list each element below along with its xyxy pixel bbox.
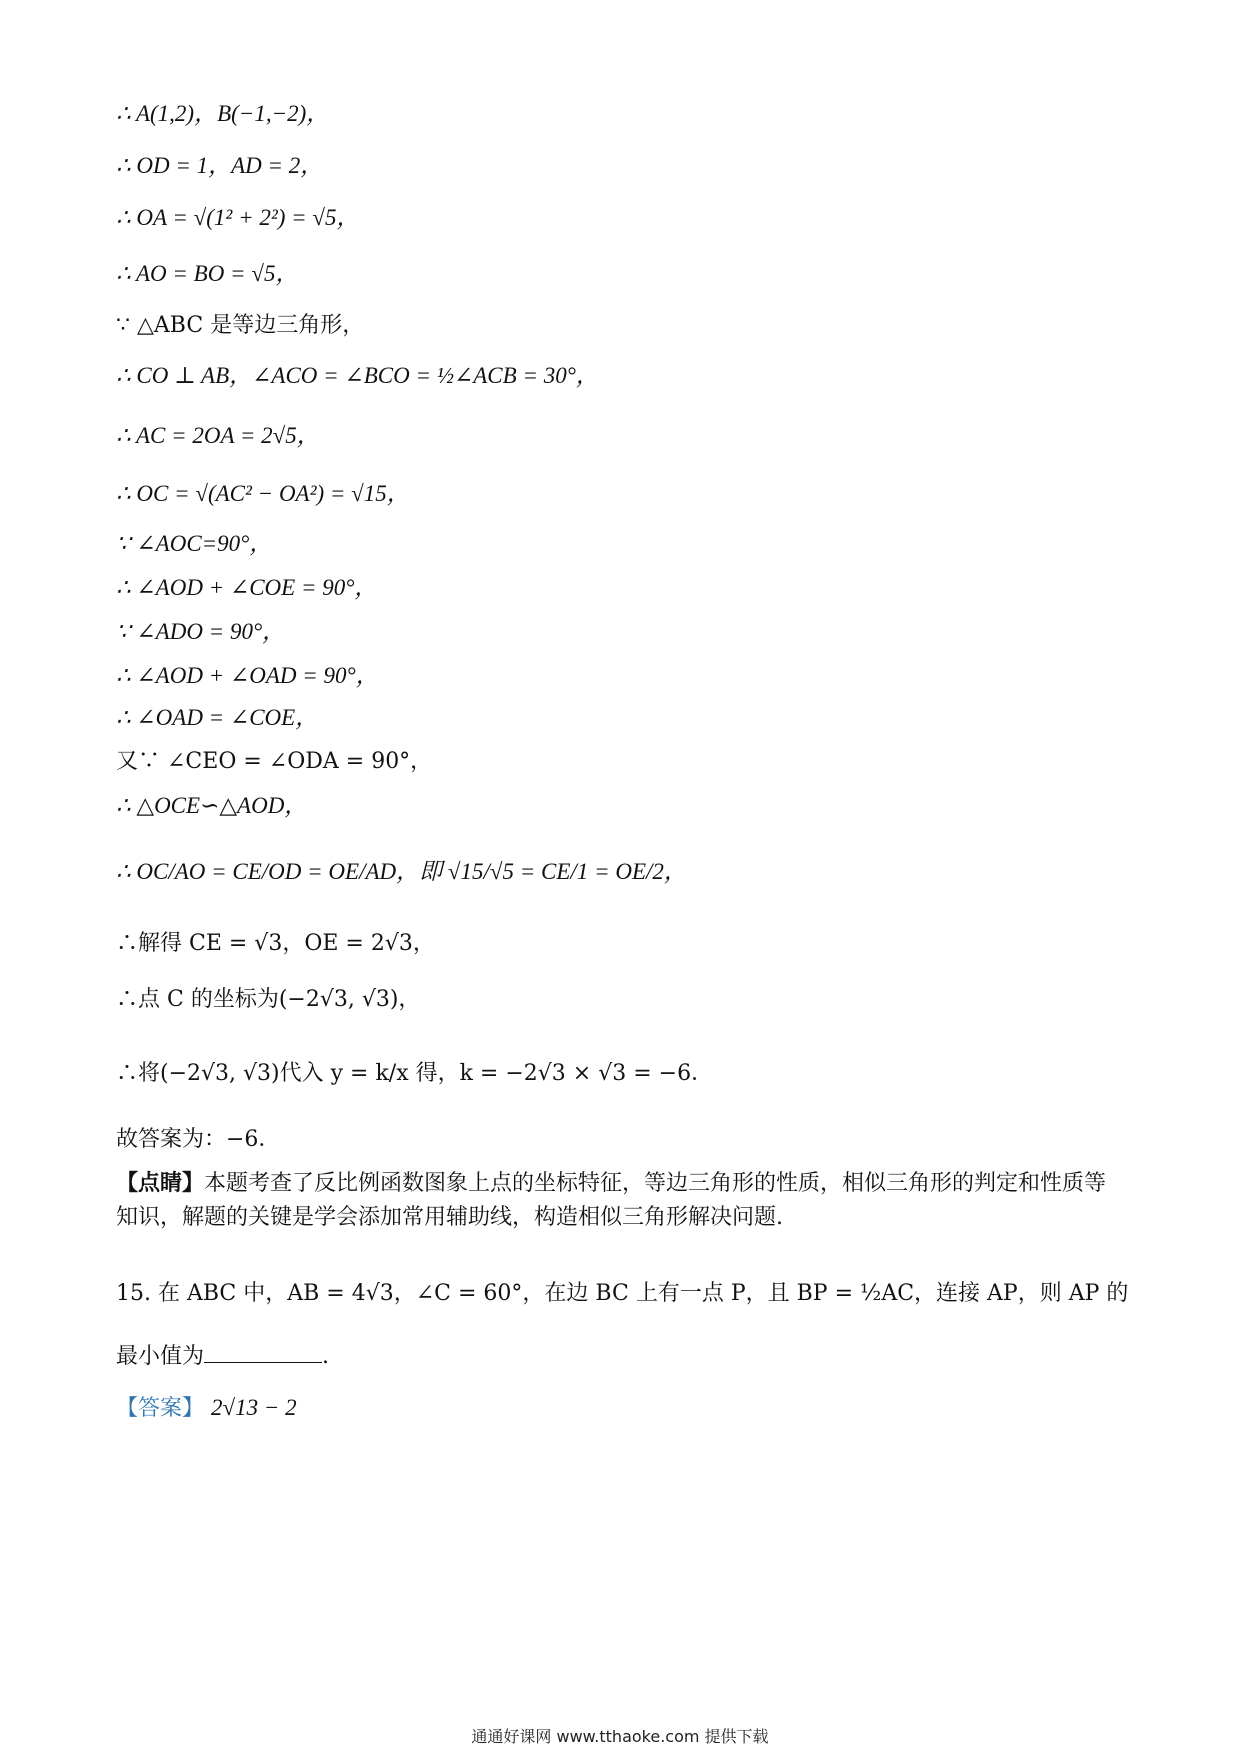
question-15-continued: 最小值为 . — [116, 1340, 1126, 1373]
solution-line: ∴ AO = BO = √5， — [116, 261, 299, 286]
solution-line: ∴ CO ⊥ AB，∠ACO = ∠BCO = ½∠ACB = 30°， — [116, 363, 599, 388]
solution-line: ∴将(−2√3, √3)代入 y = k/x 得，k = −2√3 × √3 = −6． — [116, 1061, 714, 1086]
solution-line: ∵ △ABC 是等边三角形， — [116, 313, 365, 338]
solution-line: ∴ ∠AOD + ∠OAD = 90°， — [116, 663, 379, 688]
note-text: 本题考查了反比例函数图象上点的坐标特征，等边三角形的性质，相似三角形的判定和性质等知识，解题的关键是学会添加常用辅助线，构造相似三角形解决问题. — [116, 1171, 1107, 1230]
solution-line: ∴ OD = 1，AD = 2， — [116, 153, 324, 178]
answer-line — [116, 1392, 1126, 1425]
solution-line: ∴ OA = √(1² + 2²) = √5， — [116, 205, 360, 230]
solution-line: ∵ ∠AOC=90°， — [116, 531, 273, 556]
solution-line: 又∵ ∠CEO = ∠ODA = 90°， — [116, 749, 433, 774]
solution-line: ∴ A(1,2)，B(−1,−2)， — [116, 101, 330, 126]
answer-label: 【答案】 — [116, 1396, 205, 1421]
solution-line: ∴解得 CE = √3，OE = 2√3， — [116, 931, 435, 956]
question-15: 15. 在 ABC 中，AB = 4√3，∠C = 60°，在边 BC 上有一点 P，且 BP = ½AC，连接 AP，则 AP 的 — [116, 1281, 1129, 1306]
solution-line: ∵ ∠ADO = 90°， — [116, 619, 286, 644]
solution-line: ∴ ∠OAD = ∠COE， — [116, 705, 319, 730]
solution-line: ∴ △OCE∽△AOD， — [116, 793, 308, 818]
note-label: 【点睛】 — [116, 1170, 205, 1196]
solution-line: ∴ OC = √(AC² − OA²) = √15， — [116, 481, 410, 506]
key-point-note — [116, 1166, 1126, 1235]
solution-line: ∴ ∠AOD + ∠COE = 90°， — [116, 575, 378, 600]
answer-value: 2√13 − 2 — [211, 1395, 297, 1420]
solution-line: 故答案为：−6． — [116, 1127, 281, 1152]
solution-line: ∴ OC/AO = CE/OD = OE/AD，即 √15/√5 = CE/1 = OE/2， — [116, 859, 687, 884]
page-footer: 通通好课网 www.tthaoke.com 提供下载 — [471, 1727, 769, 1746]
solution-line: ∴ AC = 2OA = 2√5， — [116, 423, 320, 448]
solution-line: ∴点 C 的坐标为(−2√3, √3)， — [116, 987, 421, 1012]
answer-blank — [204, 1340, 322, 1363]
